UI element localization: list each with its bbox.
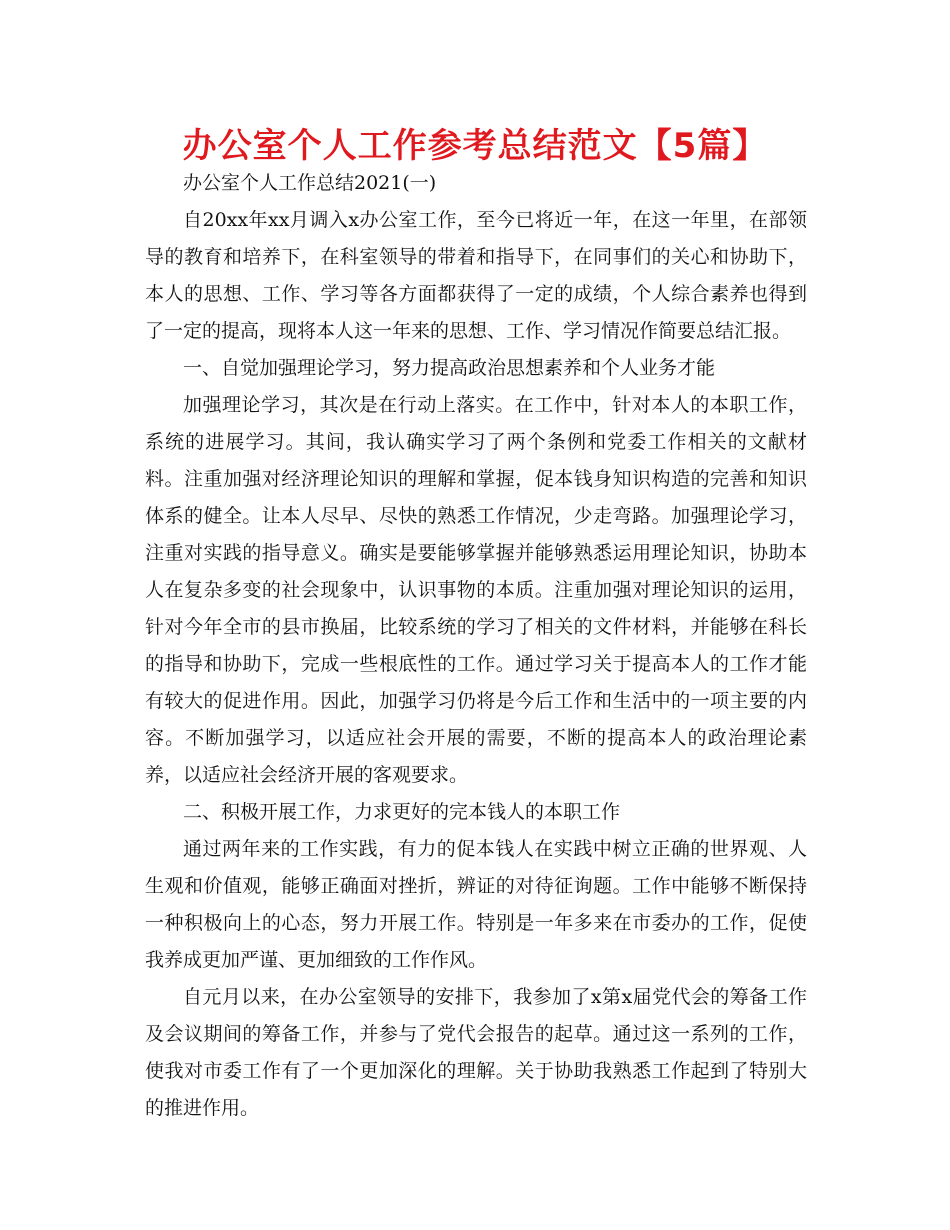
intro-paragraph: 自20xx年xx月调入x办公室工作，至今已将近一年，在这一年里，在部领导的教育和培养下，在科室领导的带着和指导下，在同事们的关心和协助下，本人的思想、工作、学习等各方面都获得了一定的成绩，个人综合素养也得到了一定的提高，现将本人这一年来的思想、工作、学习情况作简要总结汇报。 xyxy=(145,209,807,342)
document-title: 办公室个人工作参考总结范文【5篇】 xyxy=(182,126,768,166)
subtitle-paragraph: 办公室个人工作总结2021(一) xyxy=(183,172,437,194)
body-paragraph: 加强理论学习，其次是在行动上落实。在工作中，针对本人的本职工作，系统的进展学习。其间，我认确实学习了两个条例和党委工作相关的文献材料。注重加强对经济理论知识的理解和掌握，促本钱身知识构造的完善和知识体系的健全。让本人尽早、尽快的熟悉工作情况，少走弯路。加强理论学习，注重对实践的指导意义。确实是要能够掌握并能够熟悉运用理论知识，协助本人在复杂多变的社会现象中，认识事物的本质。注重加强对理论知识的运用，针对今年全市的县市换届，比较系统的学习了相关的文件材料，并能够在科长的指导和协助下，完成一些根底性的工作。通过学习关于提高本人的工作才能有较大的促进作用。因此，加强学习仍将是今后工作和生活中的一项主要的内容。不断加强学习，以适应社会开展的需要，不断的提高本人的政治理论素养，以适应社会经济开展的客观要求。 xyxy=(145,394,807,786)
section-heading-2: 二、积极开展工作，力求更好的完本钱人的本职工作 xyxy=(183,801,621,823)
document-body xyxy=(145,165,807,1127)
body-paragraph: 通过两年来的工作实践，有力的促本钱人在实践中树立正确的世界观、人生观和价值观，能够正确面对挫折，辨证的对待征询题。工作中能够不断保持一种积极向上的心态，努力开展工作。特别是一年多来在市委办的工作，促使我养成更加严谨、更加细致的工作作风。 xyxy=(145,838,807,971)
body-paragraph: 自元月以来，在办公室领导的安排下，我参加了x第x届党代会的筹备工作及会议期间的筹备工作，并参与了党代会报告的起草。通过这一系列的工作，使我对市委工作有了一个更加深化的理解。关于协助我熟悉工作起到了特别大的推进作用。 xyxy=(145,986,807,1119)
section-heading-1: 一、自觉加强理论学习，努力提高政治思想素养和个人业务才能 xyxy=(183,357,716,379)
